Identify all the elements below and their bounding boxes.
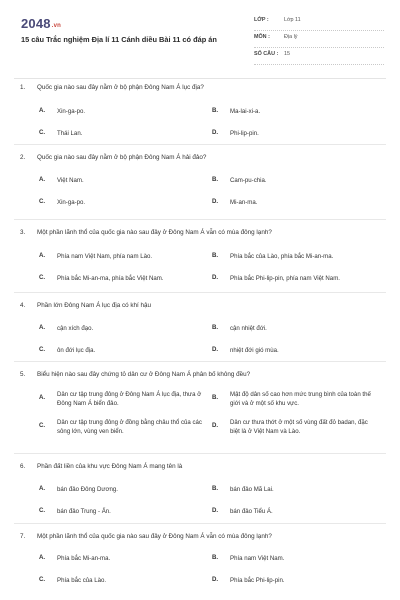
option-text: Phía bắc Mi-an-ma. — [57, 555, 111, 562]
question-number: 6. — [20, 463, 26, 470]
option-text: Phía bắc Mi-an-ma, phía bắc Việt Nam. — [57, 275, 164, 282]
option-letter: A. — [39, 252, 46, 259]
option-letter: C. — [39, 422, 46, 429]
question-number: 2. — [20, 154, 26, 161]
question-number: 4. — [20, 302, 26, 309]
question-text: Một phần lãnh thổ của quốc gia nào sau đây ở Đông Nam Á vẫn có mùa đông lạnh? — [37, 533, 272, 540]
header-divider — [14, 78, 386, 79]
option-letter: C. — [39, 198, 46, 205]
option-letter: D. — [212, 274, 219, 281]
option-text: Phía bắc Phi-lip-pin, phía nam Việt Nam. — [230, 275, 340, 282]
info-value: Địa lý — [284, 34, 298, 40]
option-letter: A. — [39, 554, 46, 561]
option-text: Thái Lan. — [57, 130, 83, 137]
question-text: Phần lớn Đông Nam Á lục địa có khí hậu — [37, 302, 152, 309]
option-text: Phía nam Việt Nam, phía nam Lào. — [57, 253, 153, 260]
option-letter: A. — [39, 394, 46, 401]
info-row-subject — [254, 33, 384, 48]
option-letter: D. — [212, 507, 219, 514]
option-text: Phía bắc Phi-lip-pin. — [230, 577, 285, 584]
question-separator — [14, 361, 386, 362]
option-letter: C. — [39, 129, 46, 136]
option-text: Dân cư tập trung đông ở đồng bằng châu thổ của các sông lớn, vùng ven biển. — [57, 419, 202, 436]
question-text: Quốc gia nào sau đây nằm ở bộ phận Đông Nam Á hải đảo? — [37, 154, 207, 161]
option-letter: C. — [39, 576, 46, 583]
logo-main-text: 2048 — [21, 16, 51, 31]
document-title: 15 câu Trắc nghiệm Địa lí 11 Cánh diều Bài 11 có đáp án — [21, 35, 217, 44]
question-separator — [14, 453, 386, 454]
option-letter: A. — [39, 485, 46, 492]
question-number: 3. — [20, 229, 26, 236]
option-letter: B. — [212, 176, 219, 183]
option-letter: B. — [212, 394, 219, 401]
option-text: ôn đới lục địa. — [57, 347, 96, 354]
option-text: bán đảo Đông Dương. — [57, 486, 118, 493]
option-text: Xin-ga-po. — [57, 199, 86, 206]
question-separator — [14, 292, 386, 293]
option-letter: B. — [212, 252, 219, 259]
option-letter: A. — [39, 107, 46, 114]
option-text: Ma-lai-xi-a. — [230, 108, 261, 115]
option-letter: B. — [212, 485, 219, 492]
option-text: cận nhiệt đới. — [230, 325, 267, 332]
option-text: Phi-lip-pin. — [230, 130, 259, 137]
option-text: bán đảo Tiểu Á. — [230, 508, 273, 515]
question-number: 7. — [20, 533, 26, 540]
option-text: Phía bắc của Lào, phía bắc Mi-an-ma. — [230, 253, 334, 260]
option-letter: D. — [212, 198, 219, 205]
option-text: bán đảo Mã Lai. — [230, 486, 274, 493]
option-text: Mật độ dân số cao hơn mức trung bình của toàn thế giới và ở một số khu vực. — [230, 391, 371, 408]
question-text: Phần đất liền của khu vực Đông Nam Á mang tên là — [37, 463, 183, 470]
option-letter: C. — [39, 507, 46, 514]
question-text: Quốc gia nào sau đây nằm ở bộ phận Đông Nam Á lục địa? — [37, 84, 204, 91]
logo-domain-text: .vn — [51, 23, 62, 29]
info-key: MÔN : — [254, 34, 270, 40]
site-logo[interactable] — [21, 16, 61, 31]
option-text: Mi-an-ma. — [230, 199, 258, 206]
option-text: Cam-pu-chia. — [230, 177, 267, 184]
question-separator — [14, 144, 386, 145]
info-panel — [254, 16, 384, 67]
info-value: 15 — [284, 51, 290, 57]
option-letter: D. — [212, 346, 219, 353]
page-header — [0, 0, 400, 70]
option-text: Dân cư tập trung đông ở Đông Nam Á lục địa, thưa ở Đông Nam Á biển đảo. — [57, 391, 202, 408]
option-letter: D. — [212, 576, 219, 583]
option-letter: C. — [39, 346, 46, 353]
option-text: Xin-ga-po. — [57, 108, 86, 115]
info-key: LỚP : — [254, 17, 269, 23]
option-text: Dân cư thưa thớt ở một số vùng đất đỏ badan, đặc biệt là ở Việt Nam và Lào. — [230, 419, 368, 436]
question-text: Một phần lãnh thổ của quốc gia nào sau đây ở Đông Nam Á vẫn có mùa đông lạnh? — [37, 229, 272, 236]
option-letter: B. — [212, 324, 219, 331]
option-text: cận xích đạo. — [57, 325, 94, 332]
option-letter: D. — [212, 129, 219, 136]
option-letter: A. — [39, 176, 46, 183]
info-row-class — [254, 16, 384, 31]
option-text: nhiệt đới gió mùa. — [230, 347, 279, 354]
info-value: Lớp 11 — [284, 17, 301, 23]
option-text: Phía bắc của Lào. — [57, 577, 107, 584]
option-text: Việt Nam. — [57, 177, 84, 184]
question-separator — [14, 523, 386, 524]
info-row-question-count — [254, 50, 384, 65]
option-letter: D. — [212, 422, 219, 429]
question-text: Biểu hiện nào sau đây chứng tỏ dân cư ở Đông Nam Á phân bố không đều? — [37, 371, 251, 378]
option-text: bán đảo Trung - Ấn. — [57, 508, 111, 515]
option-letter: B. — [212, 554, 219, 561]
option-letter: B. — [212, 107, 219, 114]
question-separator — [14, 219, 386, 220]
question-number: 5. — [20, 371, 26, 378]
option-letter: A. — [39, 324, 46, 331]
option-text: Phía nam Việt Nam. — [230, 555, 285, 562]
option-letter: C. — [39, 274, 46, 281]
question-number: 1. — [20, 84, 26, 91]
info-key: SỐ CÂU : — [254, 51, 279, 57]
